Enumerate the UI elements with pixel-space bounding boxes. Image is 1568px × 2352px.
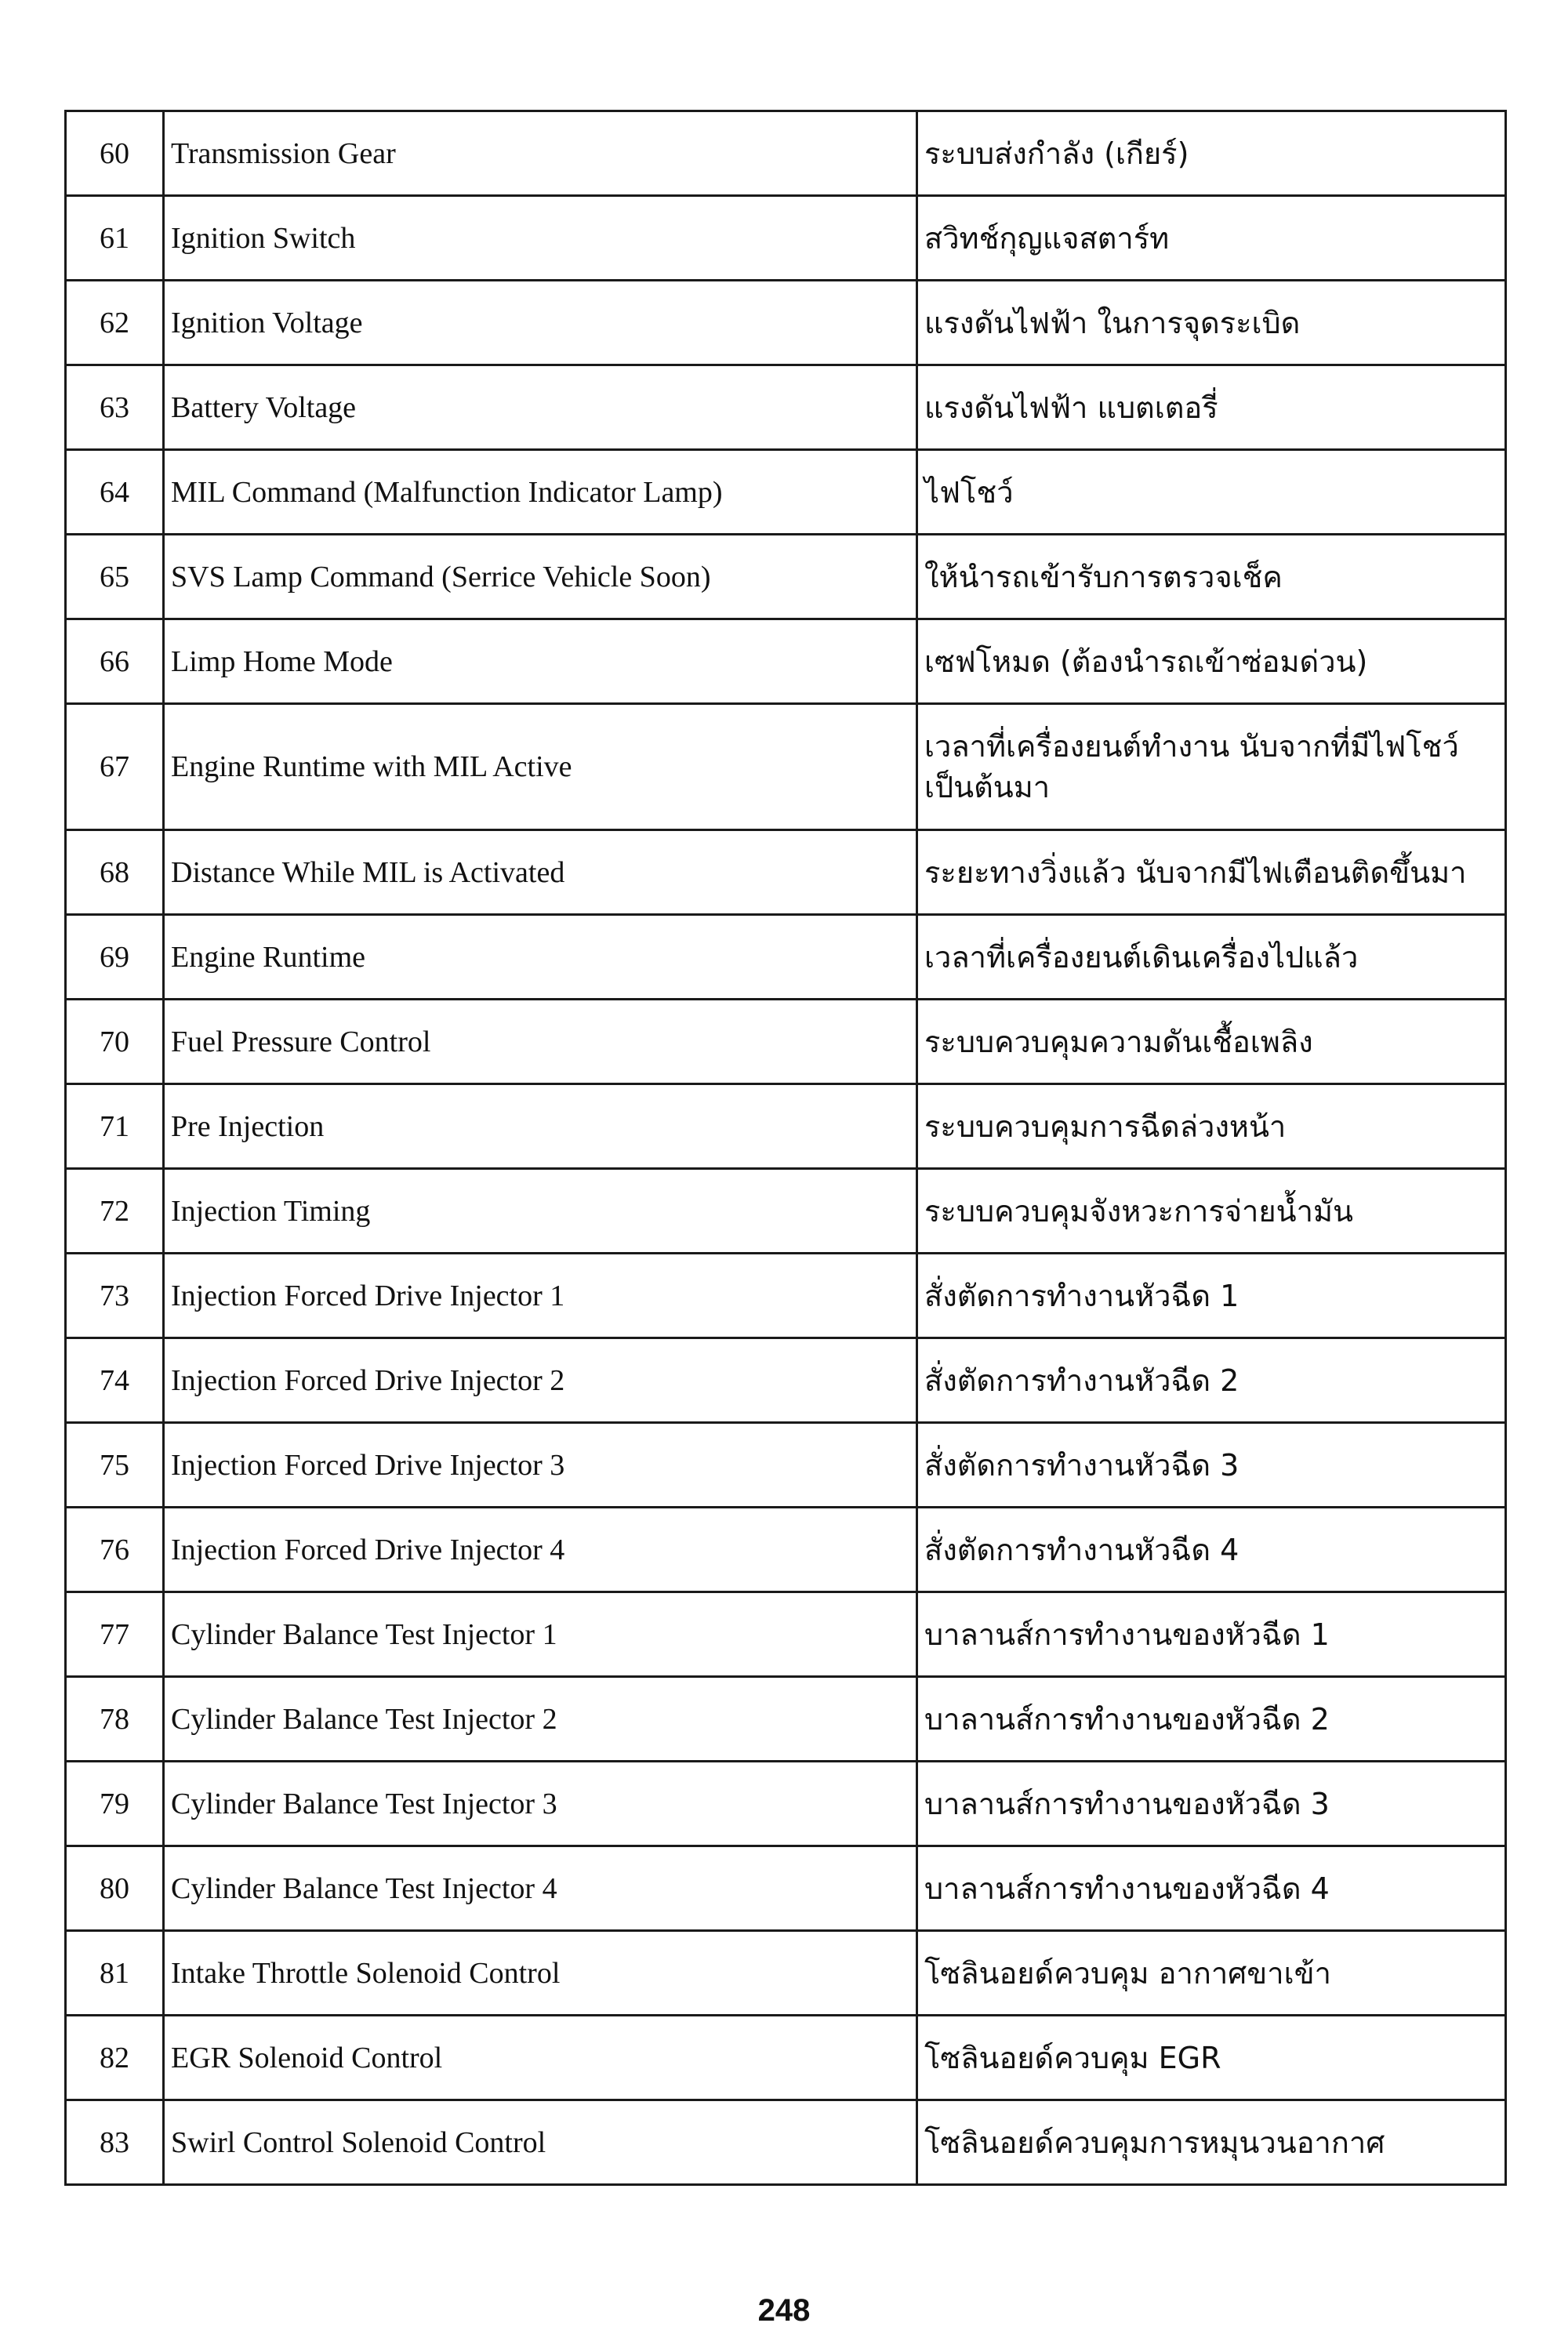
parameter-english: Injection Forced Drive Injector 3 xyxy=(164,1423,917,1508)
row-number: 65 xyxy=(66,535,164,619)
parameter-english: Injection Forced Drive Injector 4 xyxy=(164,1508,917,1592)
parameter-english: Injection Timing xyxy=(164,1169,917,1254)
row-number: 62 xyxy=(66,281,164,365)
row-number: 67 xyxy=(66,704,164,830)
table-row xyxy=(66,830,1506,915)
table-row xyxy=(66,1677,1506,1762)
row-number: 81 xyxy=(66,1931,164,2016)
table-row xyxy=(66,450,1506,535)
parameter-thai: บาลานส์การทำงานของหัวฉีด 2 xyxy=(917,1677,1506,1762)
parameter-english: Limp Home Mode xyxy=(164,619,917,704)
parameter-english: Ignition Switch xyxy=(164,196,917,281)
parameter-thai: สวิทช์กุญแจสตาร์ท xyxy=(917,196,1506,281)
table-row xyxy=(66,1254,1506,1338)
parameter-english: SVS Lamp Command (Serrice Vehicle Soon) xyxy=(164,535,917,619)
table-row xyxy=(66,1169,1506,1254)
parameter-english: Battery Voltage xyxy=(164,365,917,450)
parameter-english: Pre Injection xyxy=(164,1084,917,1169)
table-row xyxy=(66,111,1506,196)
table-row xyxy=(66,1931,1506,2016)
parameter-thai: แรงดันไฟฟ้า ในการจุดระเบิด xyxy=(917,281,1506,365)
row-number: 63 xyxy=(66,365,164,450)
parameter-table xyxy=(64,110,1507,2186)
parameter-thai: เวลาที่เครื่องยนต์เดินเครื่องไปแล้ว xyxy=(917,915,1506,1000)
parameter-thai: สั่งตัดการทำงานหัวฉีด 4 xyxy=(917,1508,1506,1592)
table-row xyxy=(66,2100,1506,2185)
parameter-english: Engine Runtime xyxy=(164,915,917,1000)
row-number: 75 xyxy=(66,1423,164,1508)
row-number: 83 xyxy=(66,2100,164,2185)
parameter-english: Injection Forced Drive Injector 2 xyxy=(164,1338,917,1423)
parameter-thai: โซลินอยด์ควบคุม อากาศขาเข้า xyxy=(917,1931,1506,2016)
parameter-english: Distance While MIL is Activated xyxy=(164,830,917,915)
row-number: 76 xyxy=(66,1508,164,1592)
parameter-english: Ignition Voltage xyxy=(164,281,917,365)
row-number: 79 xyxy=(66,1762,164,1846)
row-number: 78 xyxy=(66,1677,164,1762)
table-row xyxy=(66,281,1506,365)
parameter-thai: เซฟโหมด (ต้องนำรถเข้าซ่อมด่วน) xyxy=(917,619,1506,704)
parameter-english: Cylinder Balance Test Injector 1 xyxy=(164,1592,917,1677)
table-row xyxy=(66,1000,1506,1084)
table-row xyxy=(66,1508,1506,1592)
parameter-thai: แรงดันไฟฟ้า แบตเตอรี่ xyxy=(917,365,1506,450)
row-number: 71 xyxy=(66,1084,164,1169)
parameter-thai: เวลาที่เครื่องยนต์ทำงาน นับจากที่มีไฟโชว์เป็นต้นมา xyxy=(917,704,1506,830)
row-number: 72 xyxy=(66,1169,164,1254)
parameter-english: Cylinder Balance Test Injector 3 xyxy=(164,1762,917,1846)
parameter-thai: ให้นำรถเข้ารับการตรวจเช็ค xyxy=(917,535,1506,619)
parameter-thai: ระบบส่งกำลัง (เกียร์) xyxy=(917,111,1506,196)
parameter-english: Injection Forced Drive Injector 1 xyxy=(164,1254,917,1338)
parameter-english: Transmission Gear xyxy=(164,111,917,196)
parameter-english: Intake Throttle Solenoid Control xyxy=(164,1931,917,2016)
parameter-thai: บาลานส์การทำงานของหัวฉีด 1 xyxy=(917,1592,1506,1677)
parameter-english: Cylinder Balance Test Injector 4 xyxy=(164,1846,917,1931)
parameter-english: MIL Command (Malfunction Indicator Lamp) xyxy=(164,450,917,535)
table-row xyxy=(66,196,1506,281)
parameter-english: Fuel Pressure Control xyxy=(164,1000,917,1084)
row-number: 74 xyxy=(66,1338,164,1423)
row-number: 64 xyxy=(66,450,164,535)
parameter-english: Cylinder Balance Test Injector 2 xyxy=(164,1677,917,1762)
row-number: 68 xyxy=(66,830,164,915)
table-row xyxy=(66,915,1506,1000)
table-row xyxy=(66,1338,1506,1423)
parameter-english: Engine Runtime with MIL Active xyxy=(164,704,917,830)
table-row xyxy=(66,1592,1506,1677)
parameter-thai: บาลานส์การทำงานของหัวฉีด 4 xyxy=(917,1846,1506,1931)
row-number: 70 xyxy=(66,1000,164,1084)
parameter-thai: สั่งตัดการทำงานหัวฉีด 2 xyxy=(917,1338,1506,1423)
parameter-thai: ระบบควบคุมการฉีดล่วงหน้า xyxy=(917,1084,1506,1169)
parameter-thai: บาลานส์การทำงานของหัวฉีด 3 xyxy=(917,1762,1506,1846)
row-number: 69 xyxy=(66,915,164,1000)
table-row xyxy=(66,1084,1506,1169)
parameter-thai: สั่งตัดการทำงานหัวฉีด 1 xyxy=(917,1254,1506,1338)
parameter-thai: ระบบควบคุมความดันเชื้อเพลิง xyxy=(917,1000,1506,1084)
row-number: 82 xyxy=(66,2016,164,2100)
table-row xyxy=(66,704,1506,830)
table-row xyxy=(66,1846,1506,1931)
parameter-thai: สั่งตัดการทำงานหัวฉีด 3 xyxy=(917,1423,1506,1508)
row-number: 61 xyxy=(66,196,164,281)
table-row xyxy=(66,1423,1506,1508)
parameter-english: EGR Solenoid Control xyxy=(164,2016,917,2100)
parameter-thai: โซลินอยด์ควบคุม EGR xyxy=(917,2016,1506,2100)
row-number: 66 xyxy=(66,619,164,704)
row-number: 60 xyxy=(66,111,164,196)
parameter-english: Swirl Control Solenoid Control xyxy=(164,2100,917,2185)
table-row xyxy=(66,619,1506,704)
parameter-thai: ไฟโชว์ xyxy=(917,450,1506,535)
parameter-thai: ระบบควบคุมจังหวะการจ่ายน้ำมัน xyxy=(917,1169,1506,1254)
row-number: 77 xyxy=(66,1592,164,1677)
table-row xyxy=(66,535,1506,619)
row-number: 73 xyxy=(66,1254,164,1338)
parameter-thai: โซลินอยด์ควบคุมการหมุนวนอากาศ xyxy=(917,2100,1506,2185)
table-row xyxy=(66,2016,1506,2100)
table-row xyxy=(66,1762,1506,1846)
parameter-thai: ระยะทางวิ่งแล้ว นับจากมีไฟเตือนติดขึ้นมา xyxy=(917,830,1506,915)
table-row xyxy=(66,365,1506,450)
page-number: 248 xyxy=(757,2293,811,2328)
row-number: 80 xyxy=(66,1846,164,1931)
